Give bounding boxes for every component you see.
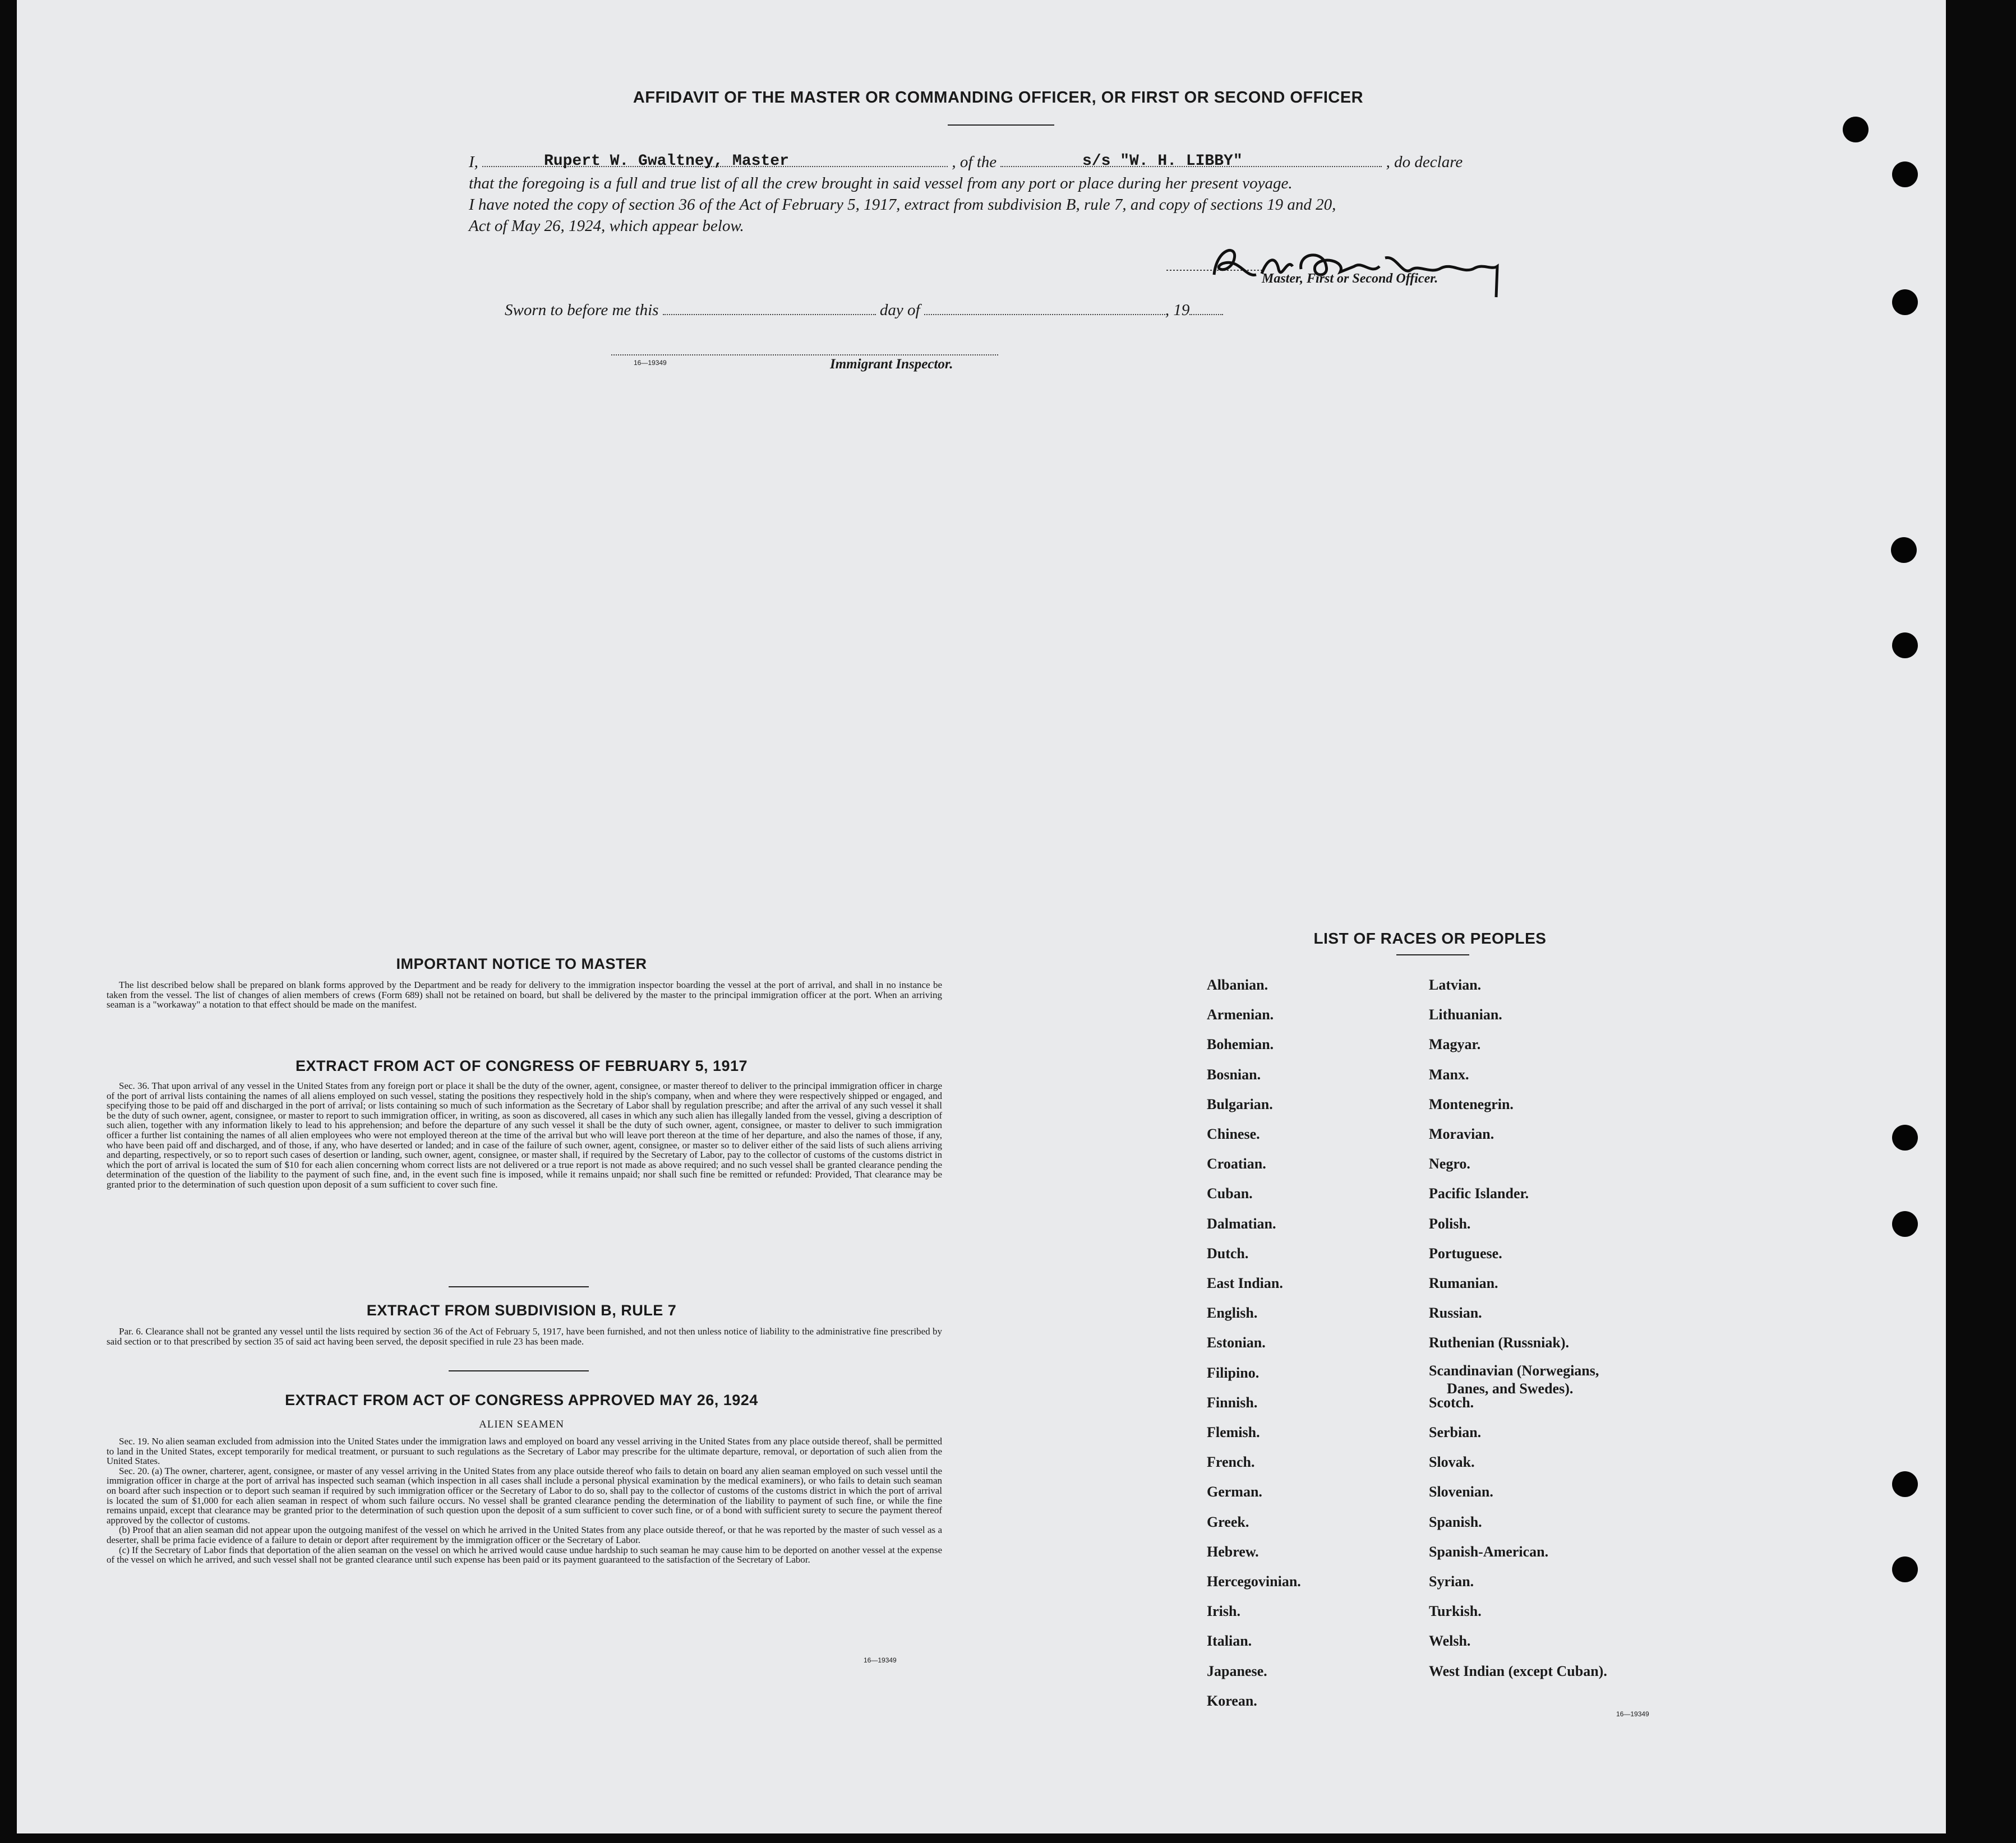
vessel-name-value: s/s "W. H. LIBBY" — [1082, 153, 1243, 170]
race-item: West Indian (except Cuban). — [1429, 1662, 1607, 1679]
document-page — [17, 0, 1946, 1843]
punch-hole — [1892, 632, 1918, 658]
race-item: Polish. — [1429, 1215, 1471, 1232]
sec20b-text: (b) Proof that an alien seaman did not appear upon the outgoing manifest of the vessel on which he arrived in the United States from any place outside thereof, or that he was reported by the master of such vessel as a deserter, shall be prima facie evidence of a failure to detain or deport after requirement by the immigration officer or the Secretary of Labor. — [107, 1525, 942, 1545]
year-prefix: , 19 — [1165, 301, 1190, 319]
notice-title: IMPORTANT NOTICE TO MASTER — [396, 955, 647, 972]
races-divider — [1396, 954, 1469, 955]
affidavit-line-3: I have noted the copy of section 36 of the Act of February 5, 1917, extract from subdivision B, rule 7, and copy of sections 19 and 20, — [469, 196, 1336, 214]
race-item: Syrian. — [1429, 1573, 1474, 1590]
affidavit-line-2: that the foregoing is a full and true list of all the crew brought in said vessel from any port or place during her present voyage. — [469, 174, 1293, 192]
race-item: Irish. — [1207, 1603, 1240, 1620]
race-item: Manx. — [1429, 1066, 1469, 1083]
inspector-label: Immigrant Inspector. — [830, 357, 953, 372]
extract-1917-body — [107, 1081, 942, 1190]
race-item: Latvian. — [1429, 977, 1482, 993]
affidavit-do-declare: , do declare — [1386, 153, 1463, 171]
film-edge-left — [0, 0, 17, 1843]
race-item: Slovak. — [1429, 1454, 1475, 1471]
race-item: Korean. — [1207, 1692, 1257, 1709]
race-item: Armenian. — [1207, 1006, 1274, 1023]
race-item: Pacific Islander. — [1429, 1185, 1529, 1202]
race-item: Lithuanian. — [1429, 1006, 1502, 1023]
punch-hole — [1892, 289, 1918, 315]
notice-body — [107, 980, 942, 1010]
master-signature — [1161, 235, 1531, 303]
divider-1 — [449, 1286, 589, 1287]
race-item: Negro. — [1429, 1156, 1470, 1172]
master-name-value: Rupert W. Gwaltney, Master — [544, 153, 789, 170]
race-item: Estonian. — [1207, 1334, 1266, 1351]
race-item: Welsh. — [1429, 1633, 1471, 1650]
affidavit-of-the: , of the — [952, 153, 997, 171]
race-item: Turkish. — [1429, 1603, 1482, 1620]
rule7-title: EXTRACT FROM SUBDIVISION B, RULE 7 — [366, 1302, 677, 1319]
title-divider — [948, 124, 1054, 126]
race-item: French. — [1207, 1454, 1255, 1471]
race-item: Slovenian. — [1429, 1484, 1493, 1500]
race-item: Japanese. — [1207, 1662, 1267, 1679]
rule7-text: Par. 6. Clearance shall not be granted any vessel until the lists required by section 36 of the Act of February 5, 1917, have been furnished, and not then unless notice of liability to the administrative fine prescribed by said section or to that prescribed by section 35 of said act having been served, the deposit specified in rule 23 has been made. — [107, 1326, 942, 1347]
film-edge-right — [1946, 0, 2016, 1843]
sworn-day-blank — [663, 303, 876, 315]
affidavit-line-4: Act of May 26, 1924, which appear below. — [469, 217, 744, 235]
signature-label: Master, First or Second Officer. — [1262, 271, 1438, 286]
extract-1917-text: Sec. 36. That upon arrival of any vessel in the United States from any foreign port or place it shall be the duty of the owner, agent, consignee, or master thereof to deliver to the principal immigration officer in charge of the port of arrival lists containing the names of all aliens employed on such vessel, stating the positions they respectively hold in the ship's company, when and where they were respectively shipped or engaged, and specifying those to be paid off and discharged in the port of arrival; or lists containing so much of such information as the Secretary of Labor shall by regulation prescribe; and after the arrival of any such vessel it shall be the duty of such owner, agent, consignee, or master to report to such immigration officer, in writing, as soon as discovered, all cases in which any such alien has illegally landed from the vessel, giving a description of such alien, together with any information likely to lead to his apprehension; and before the departure of any such vessel it shall be the duty of such owner, agent, consignee, or master to deliver to such immigration officer a further list containing the names of all alien employees who were not employed thereon at the time of the arrival but who will leave port thereon at the time of her departure, and also the names of those, if any, who have been paid off and discharged, and of those, if any, who have deserted or landed; and in case of the failure of such owner, agent, consignee, or master so to deliver either of the said lists of such aliens arriving and departing, respectively, or so to report such cases of desertion or landing, such owner, agent, consignee, or master shall, if required by the Secretary of Labor, pay to the collector of customs of the customs district in which the port of arrival is located the sum of $10 for each alien concerning whom correct lists are not delivered or a true report is not made as above required; and no such vessel shall be granted clearance pending the determination of the question of the liability to the payment of such fine, and, in the event such fine is imposed, while it remains unpaid; nor shall such fine be remitted or refunded: Provided, That clearance may be granted prior to the determination of such question upon deposit of a sum sufficient to cover such fine. — [107, 1080, 942, 1190]
affidavit-title: AFFIDAVIT OF THE MASTER OR COMMANDING OFFICER, OR FIRST OR SECOND OFFICER — [633, 89, 1364, 107]
race-item: Montenegrin. — [1429, 1096, 1514, 1112]
punch-hole — [1892, 1211, 1918, 1237]
sworn-text: Sworn to before me this — [505, 301, 659, 319]
punch-hole — [1891, 537, 1917, 563]
day-of-text: day of — [879, 301, 920, 319]
race-item: Spanish. — [1429, 1513, 1482, 1530]
race-item: Dutch. — [1207, 1245, 1249, 1262]
extract-1924-title: EXTRACT FROM ACT OF CONGRESS APPROVED MAY 26, 1924 — [285, 1392, 758, 1408]
sworn-year-blank — [1189, 303, 1223, 315]
race-item: Rumanian. — [1429, 1275, 1498, 1291]
sec20a-text: Sec. 20. (a) The owner, charterer, agent, consignee, or master of any vessel arriving in the United States from any place outside thereof who fails to detain on board any alien seaman employed on such vessel until the immigration officer in charge at the port of arrival has inspected such seaman (which inspection in all cases shall include a personal physical examination by the medical examiners), or who fails to detain such seaman on board after such inspection or to deport such seaman if required by such immigration officer or the Secretary of Labor to do so, shall pay to the collector of customs of the customs district in which the port of arrival is located the sum of $1,000 for each alien seaman in respect of whom such failure occurs. No vessel shall be granted clearance pending the determination of the liability to payment of such fine, or while the fine remains unpaid, except that clearance may be granted prior to the determination of such question upon the deposit of a sum sufficient to cover such fine, or of a bond with sufficient surety to secure the payment thereof approved by the collector of customs. — [107, 1465, 942, 1526]
race-item: Hebrew. — [1207, 1543, 1259, 1560]
race-item: Danes, and Swedes). — [1447, 1380, 1574, 1397]
punch-hole — [1892, 161, 1918, 187]
punch-hole — [1892, 1556, 1918, 1582]
race-item: Flemish. — [1207, 1424, 1260, 1440]
film-edge-bottom — [0, 1833, 2016, 1843]
race-item: Russian. — [1429, 1305, 1482, 1322]
form-number-top: 16—19349 — [634, 359, 667, 367]
punch-hole — [1892, 1471, 1918, 1497]
race-item: Hercegovinian. — [1207, 1573, 1301, 1590]
race-item: Magyar. — [1429, 1036, 1481, 1053]
punch-hole — [1892, 1125, 1918, 1151]
race-item: Finnish. — [1207, 1394, 1258, 1411]
race-item: Moravian. — [1429, 1126, 1494, 1142]
sec20c-text: (c) If the Secretary of Labor finds that deportation of the alien seaman on the vessel on which he arrived would cause undue hardship to such seaman he may cause him to be deported on another vessel at the expense of the vessel on which he arrived, and such vessel shall not be granted clearance until such expense has been paid or its payment guaranteed to the satisfaction of the Secretary of Labor. — [107, 1544, 942, 1565]
race-item: Portuguese. — [1429, 1245, 1502, 1262]
race-item: German. — [1207, 1484, 1262, 1500]
race-item: Scandinavian (Norwegians, — [1429, 1362, 1599, 1379]
race-item: Dalmatian. — [1207, 1215, 1276, 1232]
notice-text: The list described below shall be prepared on blank forms approved by the Department and be ready for delivery to the immigration inspector boarding the vessel at the port of arrival, and shall in no instance be taken from the vessel. The list of changes of alien members of crews (Form 689) shall not be retained on board, but shall be delivered by the master to the principal immigration officer at the port. When an arriving seaman is a "workaway" a notation to that effect should be made on the manifest. — [107, 980, 942, 1010]
extract-1917-title: EXTRACT FROM ACT OF CONGRESS OF FEBRUARY 5, 1917 — [295, 1057, 748, 1074]
race-item: Bosnian. — [1207, 1066, 1261, 1083]
race-item: East Indian. — [1207, 1275, 1283, 1291]
form-number-bottom-left: 16—19349 — [864, 1656, 897, 1664]
race-item: English. — [1207, 1305, 1258, 1322]
race-item: Chinese. — [1207, 1126, 1260, 1142]
alien-seamen-subtitle: ALIEN SEAMEN — [479, 1419, 564, 1430]
sec19-text: Sec. 19. No alien seaman excluded from admission into the United States under the immigration laws and employed on board any vessel arriving in the United States from any place outside thereof, shall be permitted to land in the United States, except temporarily for medical treatment, or pursuant to such regulations as the Secretary of Labor may prescribe for the ultimate departure, removal, or deportation of such alien from the United States. — [107, 1436, 942, 1467]
affidavit-i: I, — [469, 153, 478, 171]
race-item: Bohemian. — [1207, 1036, 1274, 1053]
race-item: Serbian. — [1429, 1424, 1482, 1440]
form-number-races: 16—19349 — [1616, 1710, 1649, 1718]
rule7-body — [107, 1327, 942, 1346]
race-item: Italian. — [1207, 1633, 1252, 1650]
race-item: Cuban. — [1207, 1185, 1253, 1202]
race-item: Croatian. — [1207, 1156, 1266, 1172]
sworn-month-blank — [924, 303, 1165, 315]
races-title: LIST OF RACES OR PEOPLES — [1313, 930, 1547, 947]
race-item: Scotch. — [1429, 1394, 1474, 1411]
divider-2 — [449, 1370, 589, 1371]
race-item: Greek. — [1207, 1513, 1249, 1530]
race-item: Ruthenian (Russniak). — [1429, 1334, 1569, 1351]
sworn-line — [505, 299, 1223, 321]
race-item: Bulgarian. — [1207, 1096, 1273, 1112]
race-item: Albanian. — [1207, 977, 1268, 993]
punch-hole — [1843, 117, 1869, 142]
race-item: Filipino. — [1207, 1364, 1260, 1381]
inspector-signature-line — [611, 354, 998, 355]
extract-1924-body — [107, 1436, 942, 1565]
race-item: Spanish-American. — [1429, 1543, 1549, 1560]
